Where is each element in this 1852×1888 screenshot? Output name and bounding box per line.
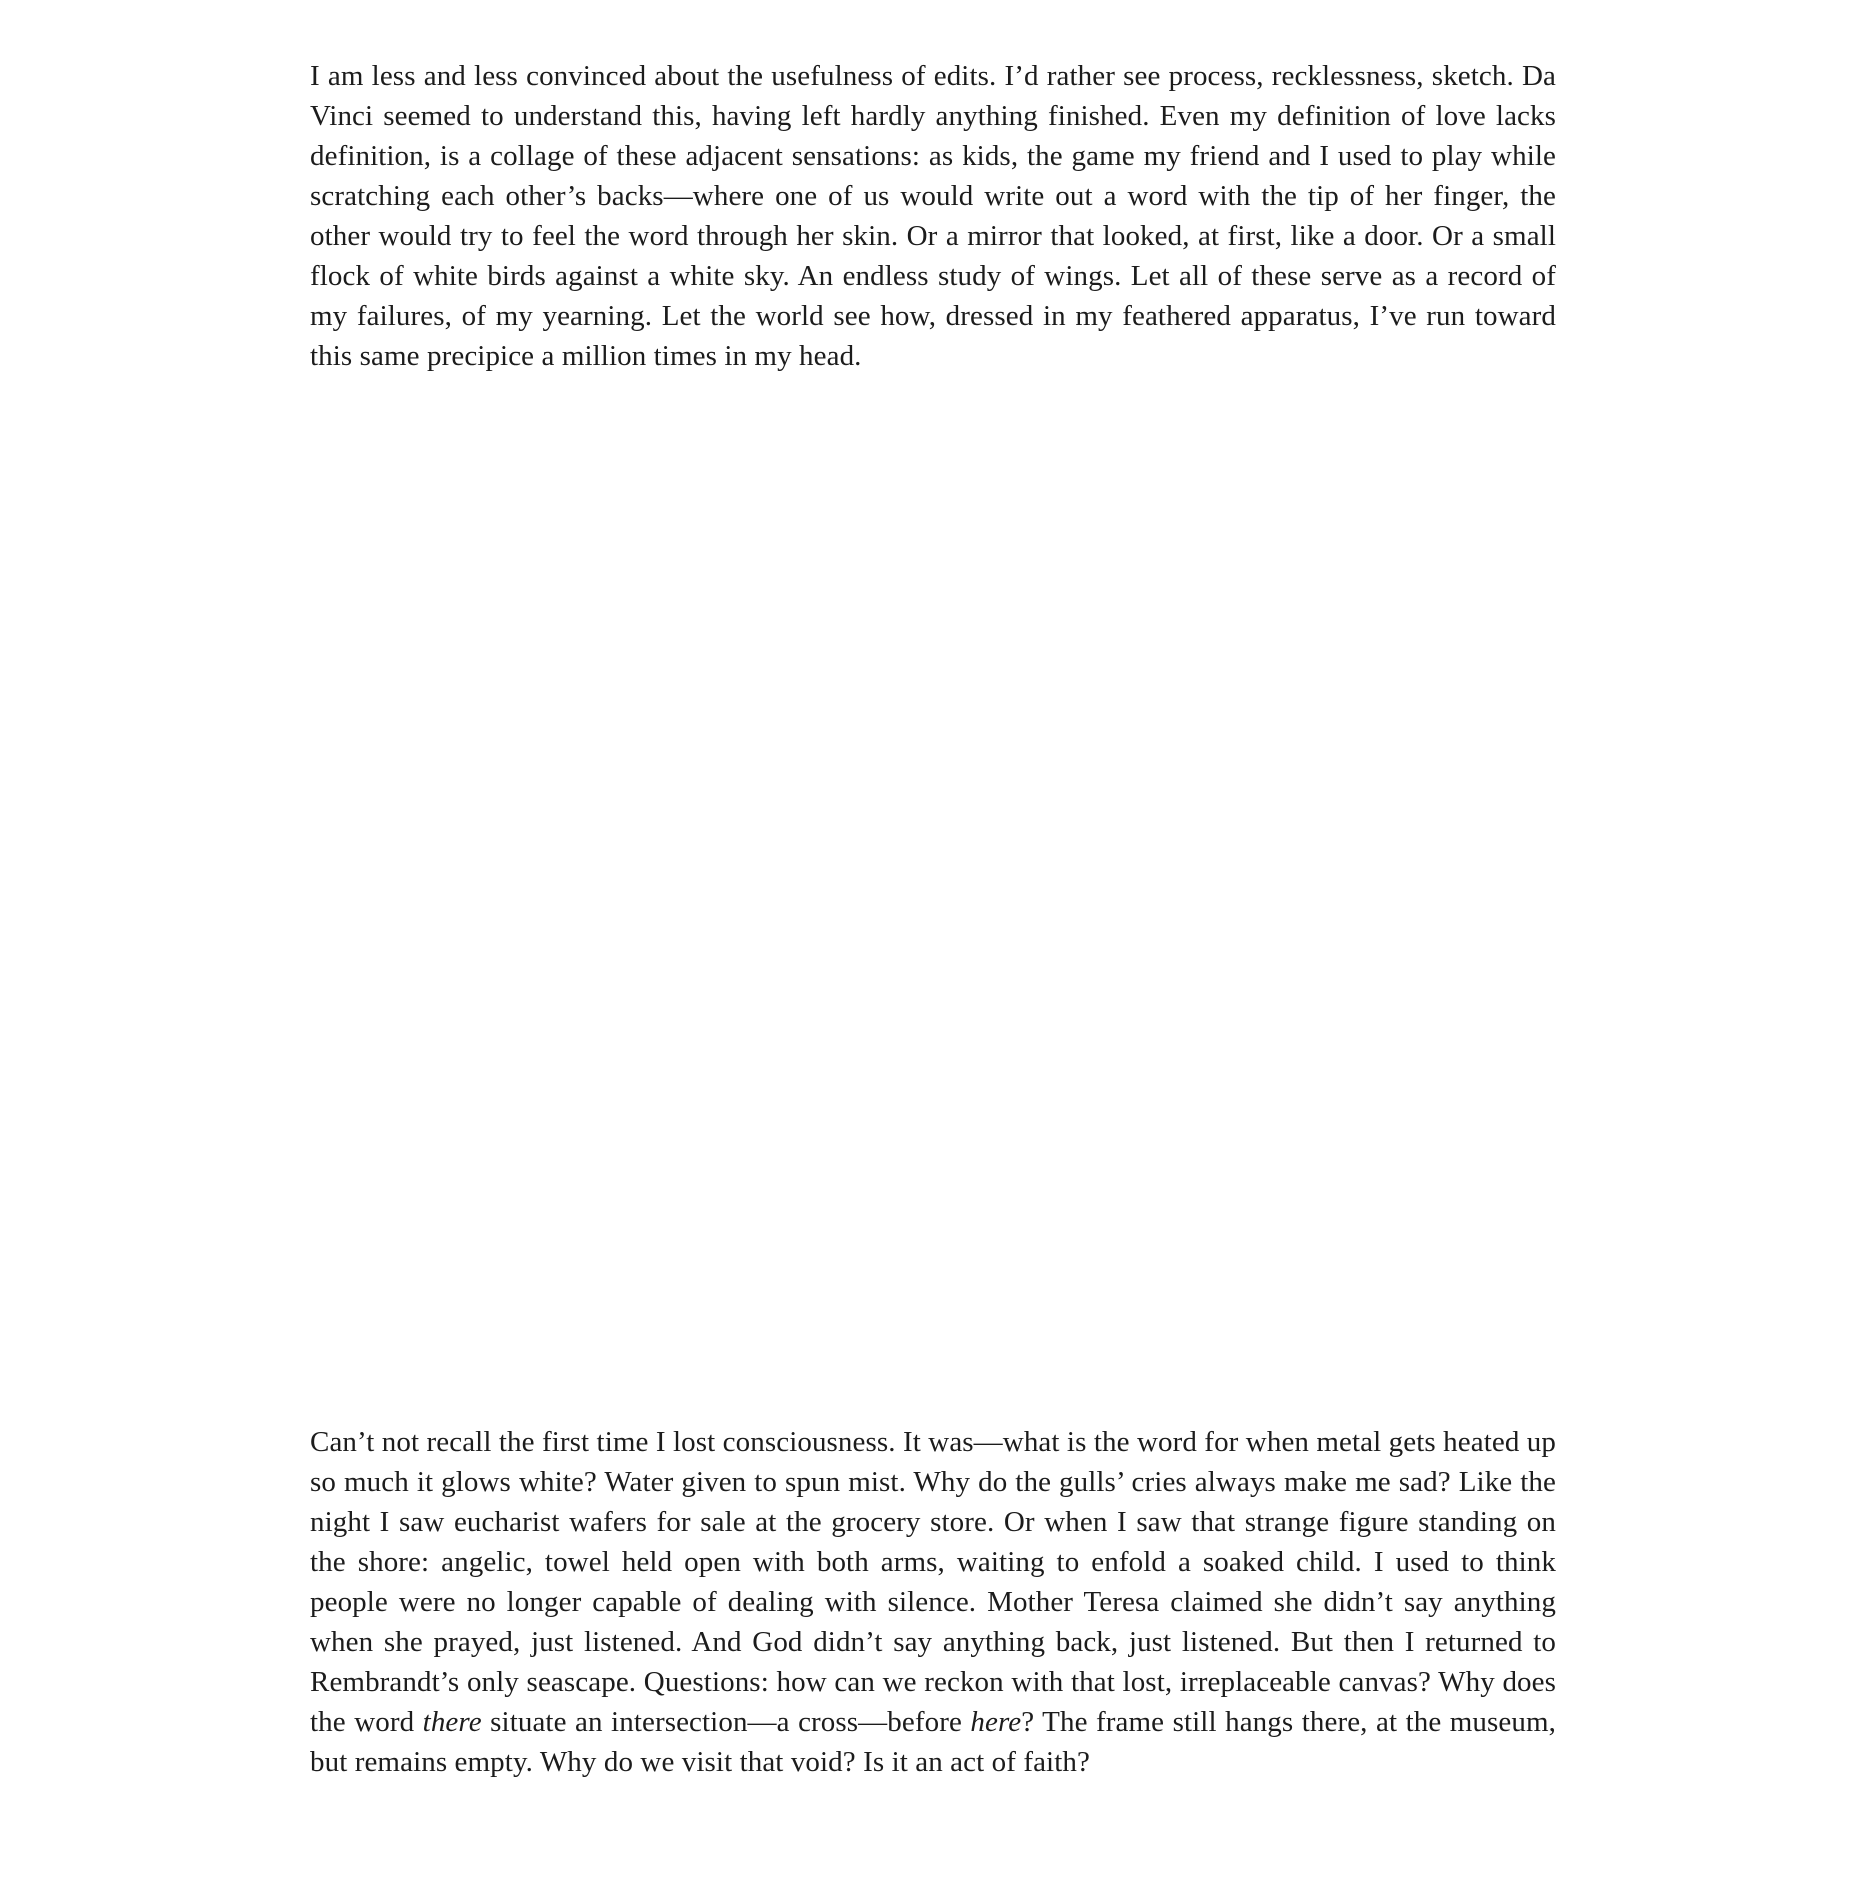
text-block-top (310, 56, 1556, 376)
paragraph-lost-consciousness: Can’t not recall the first time I lost consciousness. It was—what is the word for when metal gets heated up so much it glows white? Water given to spun mist. Why do the gulls’ cries always make me sad? Like the night I saw eucharist wafers for sale at the grocery store. Or when I saw that strange figure standing on the shore: angelic, towel held open with both arms, waiting to enfold a soaked child. I used to think people were no longer capable of dealing with silence. Mother Teresa claimed she didn’t say anything when she prayed, just listened. And God didn’t say anything back, just listened. But then I returned to Rembrandt’s only seascape. Questions: how can we reckon with that lost, irreplaceable canvas? Why does the word there situate an intersection—a cross—before here? The frame still hangs there, at the museum, but remains empty. Why do we visit that void? Is it an act of faith? (310, 1426, 1556, 1778)
text-block-bottom (310, 1422, 1556, 1782)
paragraph-edits-and-yearning: I am less and less convinced about the usefulness of edits. I’d rather see process, recklessness, sketch. Da Vinci seemed to understand this, having left hardly anything finished. Even my definition of love lacks definition, is a collage of these adjacent sensations: as kids, the game my friend and I used to play while scratching each other’s backs—where one of us would write out a word with the tip of her finger, the other would try to feel the word through her skin. Or a mirror that looked, at first, like a door. Or a small flock of white birds against a white sky. An endless study of wings. Let all of these serve as a record of my failures, of my yearning. Let the world see how, dressed in my feathered apparatus, I’ve run toward this same precipice a million times in my head. (310, 60, 1556, 372)
